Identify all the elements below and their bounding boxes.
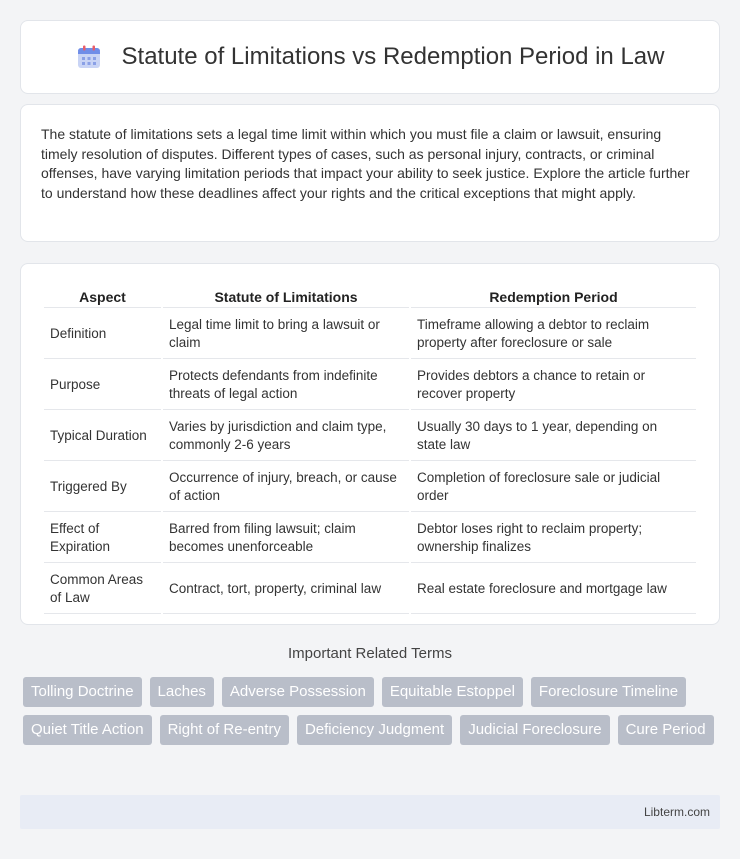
row-redemption: Real estate foreclosure and mortgage law: [411, 565, 696, 614]
related-terms-list: [23, 677, 723, 753]
calendar-icon: [76, 44, 102, 70]
table-header-row: [44, 286, 696, 308]
table-row: [44, 412, 696, 461]
table-row: [44, 565, 696, 614]
tag-equitable-estoppel[interactable]: Equitable Estoppel: [382, 677, 523, 707]
tag-adverse-possession[interactable]: Adverse Possession: [222, 677, 374, 707]
tag-quiet-title-action[interactable]: Quiet Title Action: [23, 715, 152, 745]
related-terms-title: Important Related Terms: [288, 645, 452, 662]
row-statute: Occurrence of injury, breach, or cause of action: [163, 463, 409, 512]
row-redemption: Provides debtors a chance to retain or recover property: [411, 361, 696, 410]
tag-cure-period[interactable]: Cure Period: [618, 715, 714, 745]
header-redemption: Redemption Period: [411, 286, 696, 308]
row-statute: Barred from filing lawsuit; claim becomes unenforceable: [163, 514, 409, 563]
row-aspect: Purpose: [44, 361, 161, 410]
table-row: [44, 310, 696, 359]
row-aspect: Typical Duration: [44, 412, 161, 461]
row-redemption: Completion of foreclosure sale or judicial order: [411, 463, 696, 512]
comparison-table: [42, 284, 698, 616]
tag-judicial-foreclosure[interactable]: Judicial Foreclosure: [460, 715, 609, 745]
row-statute: Protects defendants from indefinite threats of legal action: [163, 361, 409, 410]
header-aspect: Aspect: [44, 286, 161, 308]
intro-card: [20, 104, 720, 242]
tag-foreclosure-timeline[interactable]: Foreclosure Timeline: [531, 677, 686, 707]
header-statute: Statute of Limitations: [163, 286, 409, 308]
page-title: Statute of Limitations vs Redemption Period in Law: [121, 43, 665, 70]
row-aspect: Common Areas of Law: [44, 565, 161, 614]
table-row: [44, 514, 696, 563]
tag-right-of-re-entry[interactable]: Right of Re-entry: [160, 715, 289, 745]
intro-paragraph: The statute of limitations sets a legal time limit within which you must file a claim or lawsuit, ensuring timely resolution of disputes. Different types of cases, such as personal injury, contracts, or criminal offenses, have varying limitation periods that impact your ability to seek justice. Explore the article further to understand how these deadlines affect your rights and the critical exceptions that might apply.: [41, 126, 690, 201]
row-redemption: Timeframe allowing a debtor to reclaim property after foreclosure or sale: [411, 310, 696, 359]
row-aspect: Triggered By: [44, 463, 161, 512]
row-statute: Contract, tort, property, criminal law: [163, 565, 409, 614]
footer: [20, 795, 720, 829]
tag-laches[interactable]: Laches: [150, 677, 214, 707]
row-redemption: Usually 30 days to 1 year, depending on state law: [411, 412, 696, 461]
tag-tolling-doctrine[interactable]: Tolling Doctrine: [23, 677, 142, 707]
row-statute: Varies by jurisdiction and claim type, commonly 2-6 years: [163, 412, 409, 461]
table-row: [44, 361, 696, 410]
tag-deficiency-judgment[interactable]: Deficiency Judgment: [297, 715, 452, 745]
row-redemption: Debtor loses right to reclaim property; ownership finalizes: [411, 514, 696, 563]
comparison-card: [20, 263, 720, 625]
title-wrap: [21, 21, 719, 93]
footer-site-link[interactable]: Libterm.com: [643, 805, 710, 819]
row-aspect: Effect of Expiration: [44, 514, 161, 563]
row-statute: Legal time limit to bring a lawsuit or claim: [163, 310, 409, 359]
title-card: [20, 20, 720, 94]
table-row: [44, 463, 696, 512]
row-aspect: Definition: [44, 310, 161, 359]
